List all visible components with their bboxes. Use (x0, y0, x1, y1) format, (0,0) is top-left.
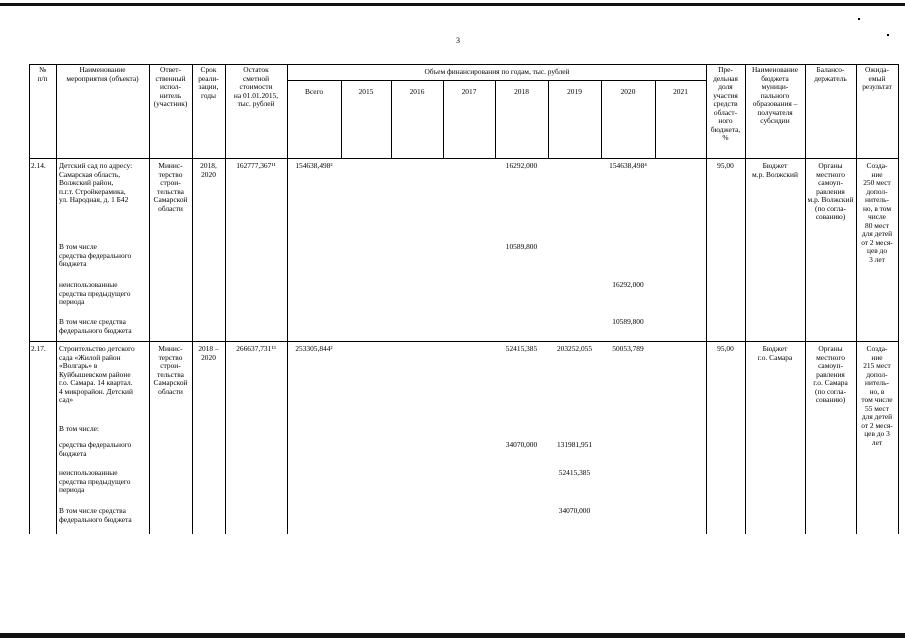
row-name: Строительство детского сада «Жилой район «Волгарь» в Куйбышевском районе г.о. Самара. 14 квартал. 4 микрорайон. Детский сад» (59, 344, 135, 404)
row-budget: Бюджет г.о. Самара (757, 344, 793, 362)
col-header-result: Ожида- емый результат (862, 65, 892, 91)
col-header-holder: Балансо- держатель (814, 65, 847, 83)
row-holder: Органы местного самоуп- равления г.о. Самара (по согла- сованию) (813, 344, 848, 404)
col-header-total: Всего (304, 87, 324, 96)
row-2019: 203252,055 (556, 344, 593, 353)
col-header-2019: 2019 (567, 87, 582, 96)
row-name: Детский сад по адресу: Самарская область, Волжский район, п.г.т. Стройкерамика, ул. Народная, д. 1 Б42 (59, 161, 133, 204)
row-2020: 154638,498⁴ (609, 161, 647, 170)
sub-row-label: неиспользованные средства предыдущего периода (59, 280, 131, 306)
sub-row-2020: 10589,800 (612, 317, 644, 326)
sub-row-2020: 16292,000 (612, 280, 644, 289)
sub-row-2019: 52415,385 (558, 468, 591, 477)
col-header-name: Наименование мероприятия (объекта) (66, 65, 139, 83)
page-number: 3 (456, 36, 460, 45)
top-border-line (0, 3, 905, 6)
col-header-responsible: Ответ- ственный испол- нитель (участник) (153, 65, 188, 108)
sub-row-label: В том числе: (59, 424, 99, 433)
col-header-budget: Наименование бюджета муници- пального образования – получателя субсидии (751, 65, 799, 125)
sub-row-2018: 10589,800 (505, 242, 538, 251)
sub-row-2019: 34070,000 (558, 506, 591, 515)
row-budget: Бюджет м.р. Волжский (752, 161, 798, 179)
row-number: 2.14. (31, 161, 46, 170)
col-header-remaining-cost: Остаток сметной стоимости на 01.01.2015, тыс. рублей (233, 65, 279, 108)
sub-row-label: В том числе средства федерального бюджета (59, 242, 132, 268)
sub-row-label: В том числе средства федерального бюджета (59, 506, 132, 524)
sub-row-2019: 131981,951 (556, 440, 593, 449)
col-header-2015: 2015 (358, 87, 374, 96)
sub-row-2018: 34070,000 (505, 440, 538, 449)
row-responsible: Минис- терство строи- тельства Самарской области (153, 344, 188, 396)
row-2018: 52415,385 (505, 344, 538, 353)
row-2018: 16292,000 (505, 161, 538, 170)
col-header-2017: 2017 (461, 87, 477, 96)
row-remaining-cost: 266637,731¹³ (236, 344, 276, 353)
row-result: Созда- ние 215 мест допол- нитель- но, в том числе 55 мест для детей от 2 меся- цев до 3 лет (861, 344, 893, 447)
row-holder: Органы местного самоуп- равления м.р. Волжский (по согла- сованию) (807, 161, 854, 221)
row-term: 2018, 2020 (200, 161, 217, 179)
row-2020: 50053,789 (612, 344, 644, 353)
row-total: 253305,844² (295, 344, 333, 353)
row-remaining-cost: 162777,367¹¹ (236, 161, 276, 170)
row-term: 2018 – 2020 (198, 344, 219, 362)
col-header-num: № п/п (37, 65, 48, 83)
scan-speck (887, 34, 889, 36)
col-header-share: Пре- дельная доля участия средств област- ного бюджета, % (710, 65, 741, 142)
row-share: 95,00 (717, 344, 734, 353)
col-header-2020: 2020 (620, 87, 636, 96)
col-header-2018: 2018 (514, 87, 529, 96)
sub-row-label: средства федерального бюджета (59, 440, 132, 458)
col-header-2016: 2016 (409, 87, 425, 96)
row-responsible: Минис- терство строи- тельства Самарской области (153, 161, 188, 213)
col-header-financing-volume: Объем финансирования по годам, тыс. рублей (424, 67, 570, 76)
bottom-border-line (0, 633, 905, 638)
row-share: 95,00 (717, 161, 734, 170)
col-header-2021: 2021 (673, 87, 688, 96)
row-result: Созда- ние 250 мест допол- нитель- но, в том числе 80 мест для детей от 2 меся- цев до 3 лет (861, 161, 893, 264)
row-number: 2.17. (31, 344, 46, 353)
row-total: 154638,498² (295, 161, 333, 170)
sub-row-label: неиспользованные средства предыдущего периода (59, 468, 131, 494)
sub-row-label: В том числе средства федерального бюджета (59, 317, 132, 335)
scan-speck (858, 18, 860, 20)
col-header-term: Срок реали- зации, годы (198, 65, 219, 100)
